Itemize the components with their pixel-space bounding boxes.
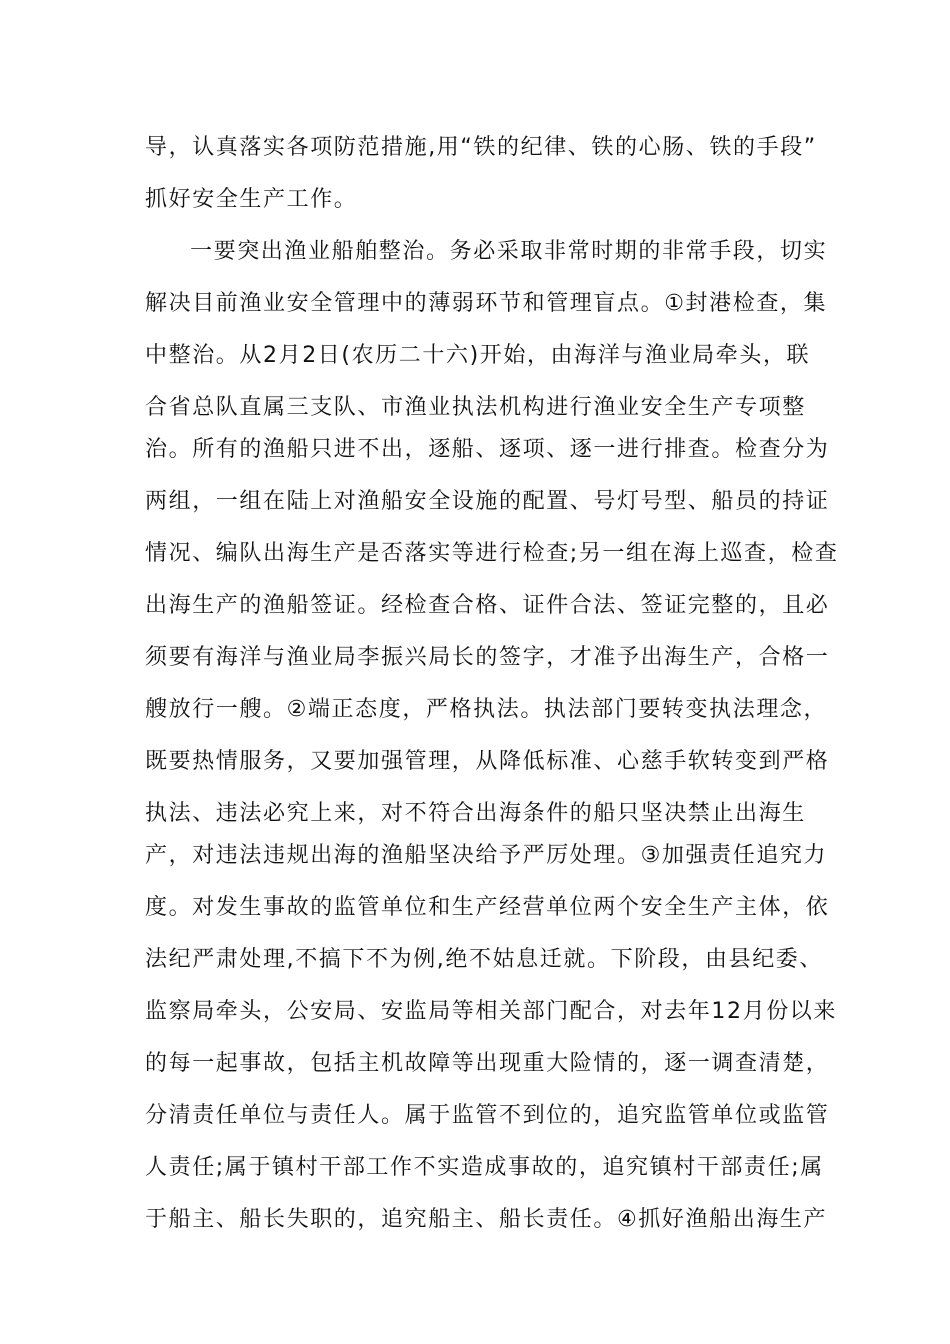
body-text-line: 监察局牵头，公安局、安监局等相关部门配合，对去年12月份以来	[145, 999, 837, 1024]
body-text-line: 两组，一组在陆上对渔船安全设施的配置、号灯号型、船员的持证	[145, 489, 830, 514]
body-text-line: 执法、违法必究上来，对不符合出海条件的船只坚决禁止出海生	[145, 801, 806, 826]
body-text-line: 的每一起事故，包括主机故障等出现重大险情的，逐一调查清楚，	[145, 1051, 830, 1076]
body-text-line: 度。对发生事故的监管单位和生产经营单位两个安全生产主体，依	[145, 895, 830, 920]
body-text-line: 抓好安全生产工作。	[145, 187, 358, 212]
body-text-line: 导，认真落实各项防范措施,用“铁的纪律、铁的心肠、铁的手段”	[145, 135, 817, 160]
body-text-line: 出海生产的渔船签证。经检查合格、证件合法、签证完整的，且必	[145, 593, 830, 618]
body-text-line: 于船主、船长失职的，追究船主、船长责任。④抓好渔船出海生产	[145, 1207, 828, 1232]
body-text-line: 情况、编队出海生产是否落实等进行检查;另一组在海上巡查，检查	[145, 541, 839, 566]
body-text-line: 解决目前渔业安全管理中的薄弱环节和管理盲点。①封港检查，集	[145, 291, 828, 316]
body-text-line: 既要热情服务，又要加强管理，从降低标准、心慈手软转变到严格	[145, 749, 830, 774]
body-text-line: 须要有海洋与渔业局李振兴局长的签字，才准予出海生产，合格一	[145, 645, 830, 670]
body-text-line: 治。所有的渔船只进不出，逐船、逐项、逐一进行排查。检查分为	[145, 437, 830, 462]
body-text-line: 分清责任单位与责任人。属于监管不到位的，追究监管单位或监管	[145, 1103, 830, 1128]
body-text-line: 产，对违法违规出海的渔船坚决给予严厉处理。③加强责任追究力	[145, 843, 828, 868]
paragraph-first-line: 一要突出渔业船舶整治。务必采取非常时期的非常手段，切实	[190, 239, 828, 264]
body-text-line: 中整治。从2月2日(农历二十六)开始，由海洋与渔业局牵头，联	[145, 343, 811, 368]
body-text-line: 法纪严肃处理,不搞下不为例,绝不姑息迁就。下阶段，由县纪委、	[145, 947, 823, 972]
body-text-line: 合省总队直属三支队、市渔业执法机构进行渔业安全生产专项整	[145, 395, 806, 420]
body-text-line: 人责任;属于镇村干部工作不实造成事故的，追究镇村干部责任;属	[145, 1155, 824, 1180]
body-text-line: 艘放行一艘。②端正态度，严格执法。执法部门要转变执法理念，	[145, 697, 828, 722]
